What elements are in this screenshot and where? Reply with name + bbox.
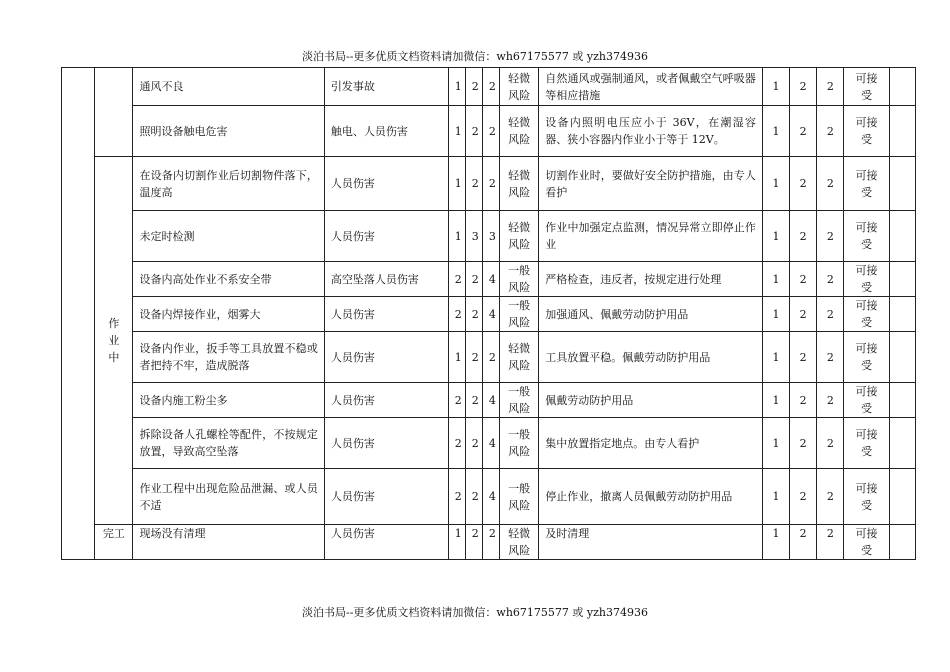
- remark-cell: [889, 383, 915, 418]
- consequence-cell: 引发事故: [324, 68, 448, 106]
- table-row: [62, 469, 916, 525]
- control-measure-cell: 自然通风或强制通风，或者佩戴空气呼吸器等相应措施: [539, 68, 763, 106]
- acceptability-cell: 可接受: [844, 418, 889, 469]
- exposure-cell: 2: [465, 297, 482, 332]
- residual-likelihood-cell: 1: [762, 332, 789, 383]
- hazard-cell: 设备内焊接作业，烟雾大: [133, 297, 324, 332]
- risk-level-cell: 一般风险: [500, 262, 539, 297]
- likelihood-cell: 2: [448, 383, 465, 418]
- table-row: [62, 525, 916, 560]
- score-cell: 2: [482, 157, 499, 211]
- score-cell: 2: [482, 68, 499, 106]
- residual-likelihood-cell: 1: [762, 262, 789, 297]
- risk-assessment-table: [61, 67, 916, 560]
- risk-level-cell: 一般风险: [500, 418, 539, 469]
- control-measure-cell: 停止作业，撤离人员佩戴劳动防护用品: [539, 469, 763, 525]
- table-row: [62, 68, 916, 106]
- score-cell: 4: [482, 418, 499, 469]
- hazard-cell: 通风不良: [133, 68, 324, 106]
- hazard-cell: 设备内高处作业不系安全带: [133, 262, 324, 297]
- exposure-cell: 2: [465, 418, 482, 469]
- remark-cell: [889, 297, 915, 332]
- control-measure-cell: 设备内照明电压应小于 36V，在潮湿容器、狭小容器内作业小于等于 12V。: [539, 106, 763, 157]
- residual-score-cell: 2: [817, 157, 844, 211]
- control-measure-cell: 及时清理: [539, 525, 763, 560]
- residual-score-cell: 2: [817, 525, 844, 560]
- exposure-cell: 3: [465, 211, 482, 262]
- score-cell: 4: [482, 262, 499, 297]
- residual-likelihood-cell: 1: [762, 525, 789, 560]
- consequence-cell: 触电、人员伤害: [324, 106, 448, 157]
- phase-cell-finish: 完工: [95, 525, 133, 560]
- acceptability-cell: 可接受: [844, 469, 889, 525]
- hazard-cell: 设备内作业，扳手等工具放置不稳或者把持不牢，造成脱落: [133, 332, 324, 383]
- table-row: [62, 418, 916, 469]
- residual-likelihood-cell: 1: [762, 68, 789, 106]
- remark-cell: [889, 211, 915, 262]
- score-cell: 4: [482, 383, 499, 418]
- control-measure-cell: 严格检查，违反者，按规定进行处理: [539, 262, 763, 297]
- risk-level-cell: 一般风险: [500, 383, 539, 418]
- hazard-cell: 在设备内切割作业后切割物件落下，温度高: [133, 157, 324, 211]
- exposure-cell: 2: [465, 68, 482, 106]
- residual-likelihood-cell: 1: [762, 469, 789, 525]
- hazard-cell: 照明设备触电危害: [133, 106, 324, 157]
- risk-level-cell: 轻微风险: [500, 332, 539, 383]
- control-measure-cell: 切割作业时，要做好安全防护措施，由专人看护: [539, 157, 763, 211]
- likelihood-cell: 2: [448, 297, 465, 332]
- residual-likelihood-cell: 1: [762, 157, 789, 211]
- residual-likelihood-cell: 1: [762, 297, 789, 332]
- exposure-cell: 2: [465, 469, 482, 525]
- remark-cell: [889, 157, 915, 211]
- phase-cell-working: 作 业 中: [95, 157, 133, 525]
- likelihood-cell: 1: [448, 525, 465, 560]
- hazard-cell: 作业工程中出现危险品泄漏、或人员不适: [133, 469, 324, 525]
- remark-cell: [889, 525, 915, 560]
- likelihood-cell: 2: [448, 418, 465, 469]
- control-measure-cell: 工具放置平稳。佩戴劳动防护用品: [539, 332, 763, 383]
- page-header: 淡泊书局--更多优质文档资料请加微信：wh67175577 或 yzh374936: [302, 50, 648, 63]
- table-row: [62, 297, 916, 332]
- acceptability-cell: 可接受: [844, 332, 889, 383]
- residual-score-cell: 2: [817, 297, 844, 332]
- category-cell: [62, 68, 95, 560]
- acceptability-cell: 可接受: [844, 106, 889, 157]
- residual-exposure-cell: 2: [790, 418, 817, 469]
- residual-exposure-cell: 2: [790, 332, 817, 383]
- score-cell: 2: [482, 106, 499, 157]
- likelihood-cell: 1: [448, 68, 465, 106]
- phase-cell-empty: [95, 68, 133, 157]
- consequence-cell: 人员伤害: [324, 383, 448, 418]
- score-cell: 3: [482, 211, 499, 262]
- residual-score-cell: 2: [817, 332, 844, 383]
- acceptability-cell: 可接受: [844, 383, 889, 418]
- hazard-cell: 未定时检测: [133, 211, 324, 262]
- residual-exposure-cell: 2: [790, 68, 817, 106]
- remark-cell: [889, 332, 915, 383]
- table-row: [62, 262, 916, 297]
- likelihood-cell: 1: [448, 332, 465, 383]
- exposure-cell: 2: [465, 383, 482, 418]
- residual-likelihood-cell: 1: [762, 418, 789, 469]
- risk-level-cell: 一般风险: [500, 469, 539, 525]
- control-measure-cell: 作业中加强定点监测，情况异常立即停止作业: [539, 211, 763, 262]
- residual-score-cell: 2: [817, 418, 844, 469]
- acceptability-cell: 可接受: [844, 525, 889, 560]
- table-row: [62, 211, 916, 262]
- exposure-cell: 2: [465, 332, 482, 383]
- page-footer: 淡泊书局--更多优质文档资料请加微信：wh67175577 或 yzh374936: [302, 606, 648, 619]
- risk-level-cell: 轻微风险: [500, 68, 539, 106]
- control-measure-cell: 集中放置指定地点。由专人看护: [539, 418, 763, 469]
- residual-score-cell: 2: [817, 383, 844, 418]
- hazard-cell: 设备内施工粉尘多: [133, 383, 324, 418]
- table-row: [62, 332, 916, 383]
- exposure-cell: 2: [465, 106, 482, 157]
- likelihood-cell: 1: [448, 157, 465, 211]
- score-cell: 4: [482, 469, 499, 525]
- remark-cell: [889, 469, 915, 525]
- risk-level-cell: 一般风险: [500, 297, 539, 332]
- consequence-cell: 人员伤害: [324, 469, 448, 525]
- residual-exposure-cell: 2: [790, 525, 817, 560]
- likelihood-cell: 2: [448, 469, 465, 525]
- acceptability-cell: 可接受: [844, 297, 889, 332]
- risk-level-cell: 轻微风险: [500, 106, 539, 157]
- consequence-cell: 人员伤害: [324, 211, 448, 262]
- residual-exposure-cell: 2: [790, 262, 817, 297]
- risk-level-cell: 轻微风险: [500, 157, 539, 211]
- remark-cell: [889, 106, 915, 157]
- residual-score-cell: 2: [817, 262, 844, 297]
- control-measure-cell: 加强通风、佩戴劳动防护用品: [539, 297, 763, 332]
- acceptability-cell: 可接受: [844, 211, 889, 262]
- residual-exposure-cell: 2: [790, 297, 817, 332]
- table-row: [62, 157, 916, 211]
- acceptability-cell: 可接受: [844, 262, 889, 297]
- consequence-cell: 人员伤害: [324, 332, 448, 383]
- consequence-cell: 人员伤害: [324, 297, 448, 332]
- risk-level-cell: 轻微风险: [500, 211, 539, 262]
- residual-likelihood-cell: 1: [762, 383, 789, 418]
- residual-exposure-cell: 2: [790, 211, 817, 262]
- risk-level-cell: 轻微风险: [500, 525, 539, 560]
- exposure-cell: 2: [465, 157, 482, 211]
- residual-exposure-cell: 2: [790, 106, 817, 157]
- exposure-cell: 2: [465, 262, 482, 297]
- remark-cell: [889, 262, 915, 297]
- hazard-cell: 拆除设备人孔螺栓等配件，不按规定放置，导致高空坠落: [133, 418, 324, 469]
- remark-cell: [889, 68, 915, 106]
- control-measure-cell: 佩戴劳动防护用品: [539, 383, 763, 418]
- consequence-cell: 人员伤害: [324, 157, 448, 211]
- consequence-cell: 人员伤害: [324, 525, 448, 560]
- likelihood-cell: 1: [448, 106, 465, 157]
- remark-cell: [889, 418, 915, 469]
- residual-score-cell: 2: [817, 106, 844, 157]
- likelihood-cell: 1: [448, 211, 465, 262]
- acceptability-cell: 可接受: [844, 68, 889, 106]
- residual-exposure-cell: 2: [790, 469, 817, 525]
- residual-likelihood-cell: 1: [762, 106, 789, 157]
- residual-score-cell: 2: [817, 469, 844, 525]
- score-cell: 2: [482, 332, 499, 383]
- score-cell: 4: [482, 297, 499, 332]
- table-row: [62, 106, 916, 157]
- likelihood-cell: 2: [448, 262, 465, 297]
- consequence-cell: 高空坠落人员伤害: [324, 262, 448, 297]
- residual-likelihood-cell: 1: [762, 211, 789, 262]
- score-cell: 2: [482, 525, 499, 560]
- exposure-cell: 2: [465, 525, 482, 560]
- hazard-cell: 现场没有清理: [133, 525, 324, 560]
- residual-exposure-cell: 2: [790, 157, 817, 211]
- table-row: [62, 383, 916, 418]
- acceptability-cell: 可接受: [844, 157, 889, 211]
- residual-exposure-cell: 2: [790, 383, 817, 418]
- consequence-cell: 人员伤害: [324, 418, 448, 469]
- residual-score-cell: 2: [817, 211, 844, 262]
- residual-score-cell: 2: [817, 68, 844, 106]
